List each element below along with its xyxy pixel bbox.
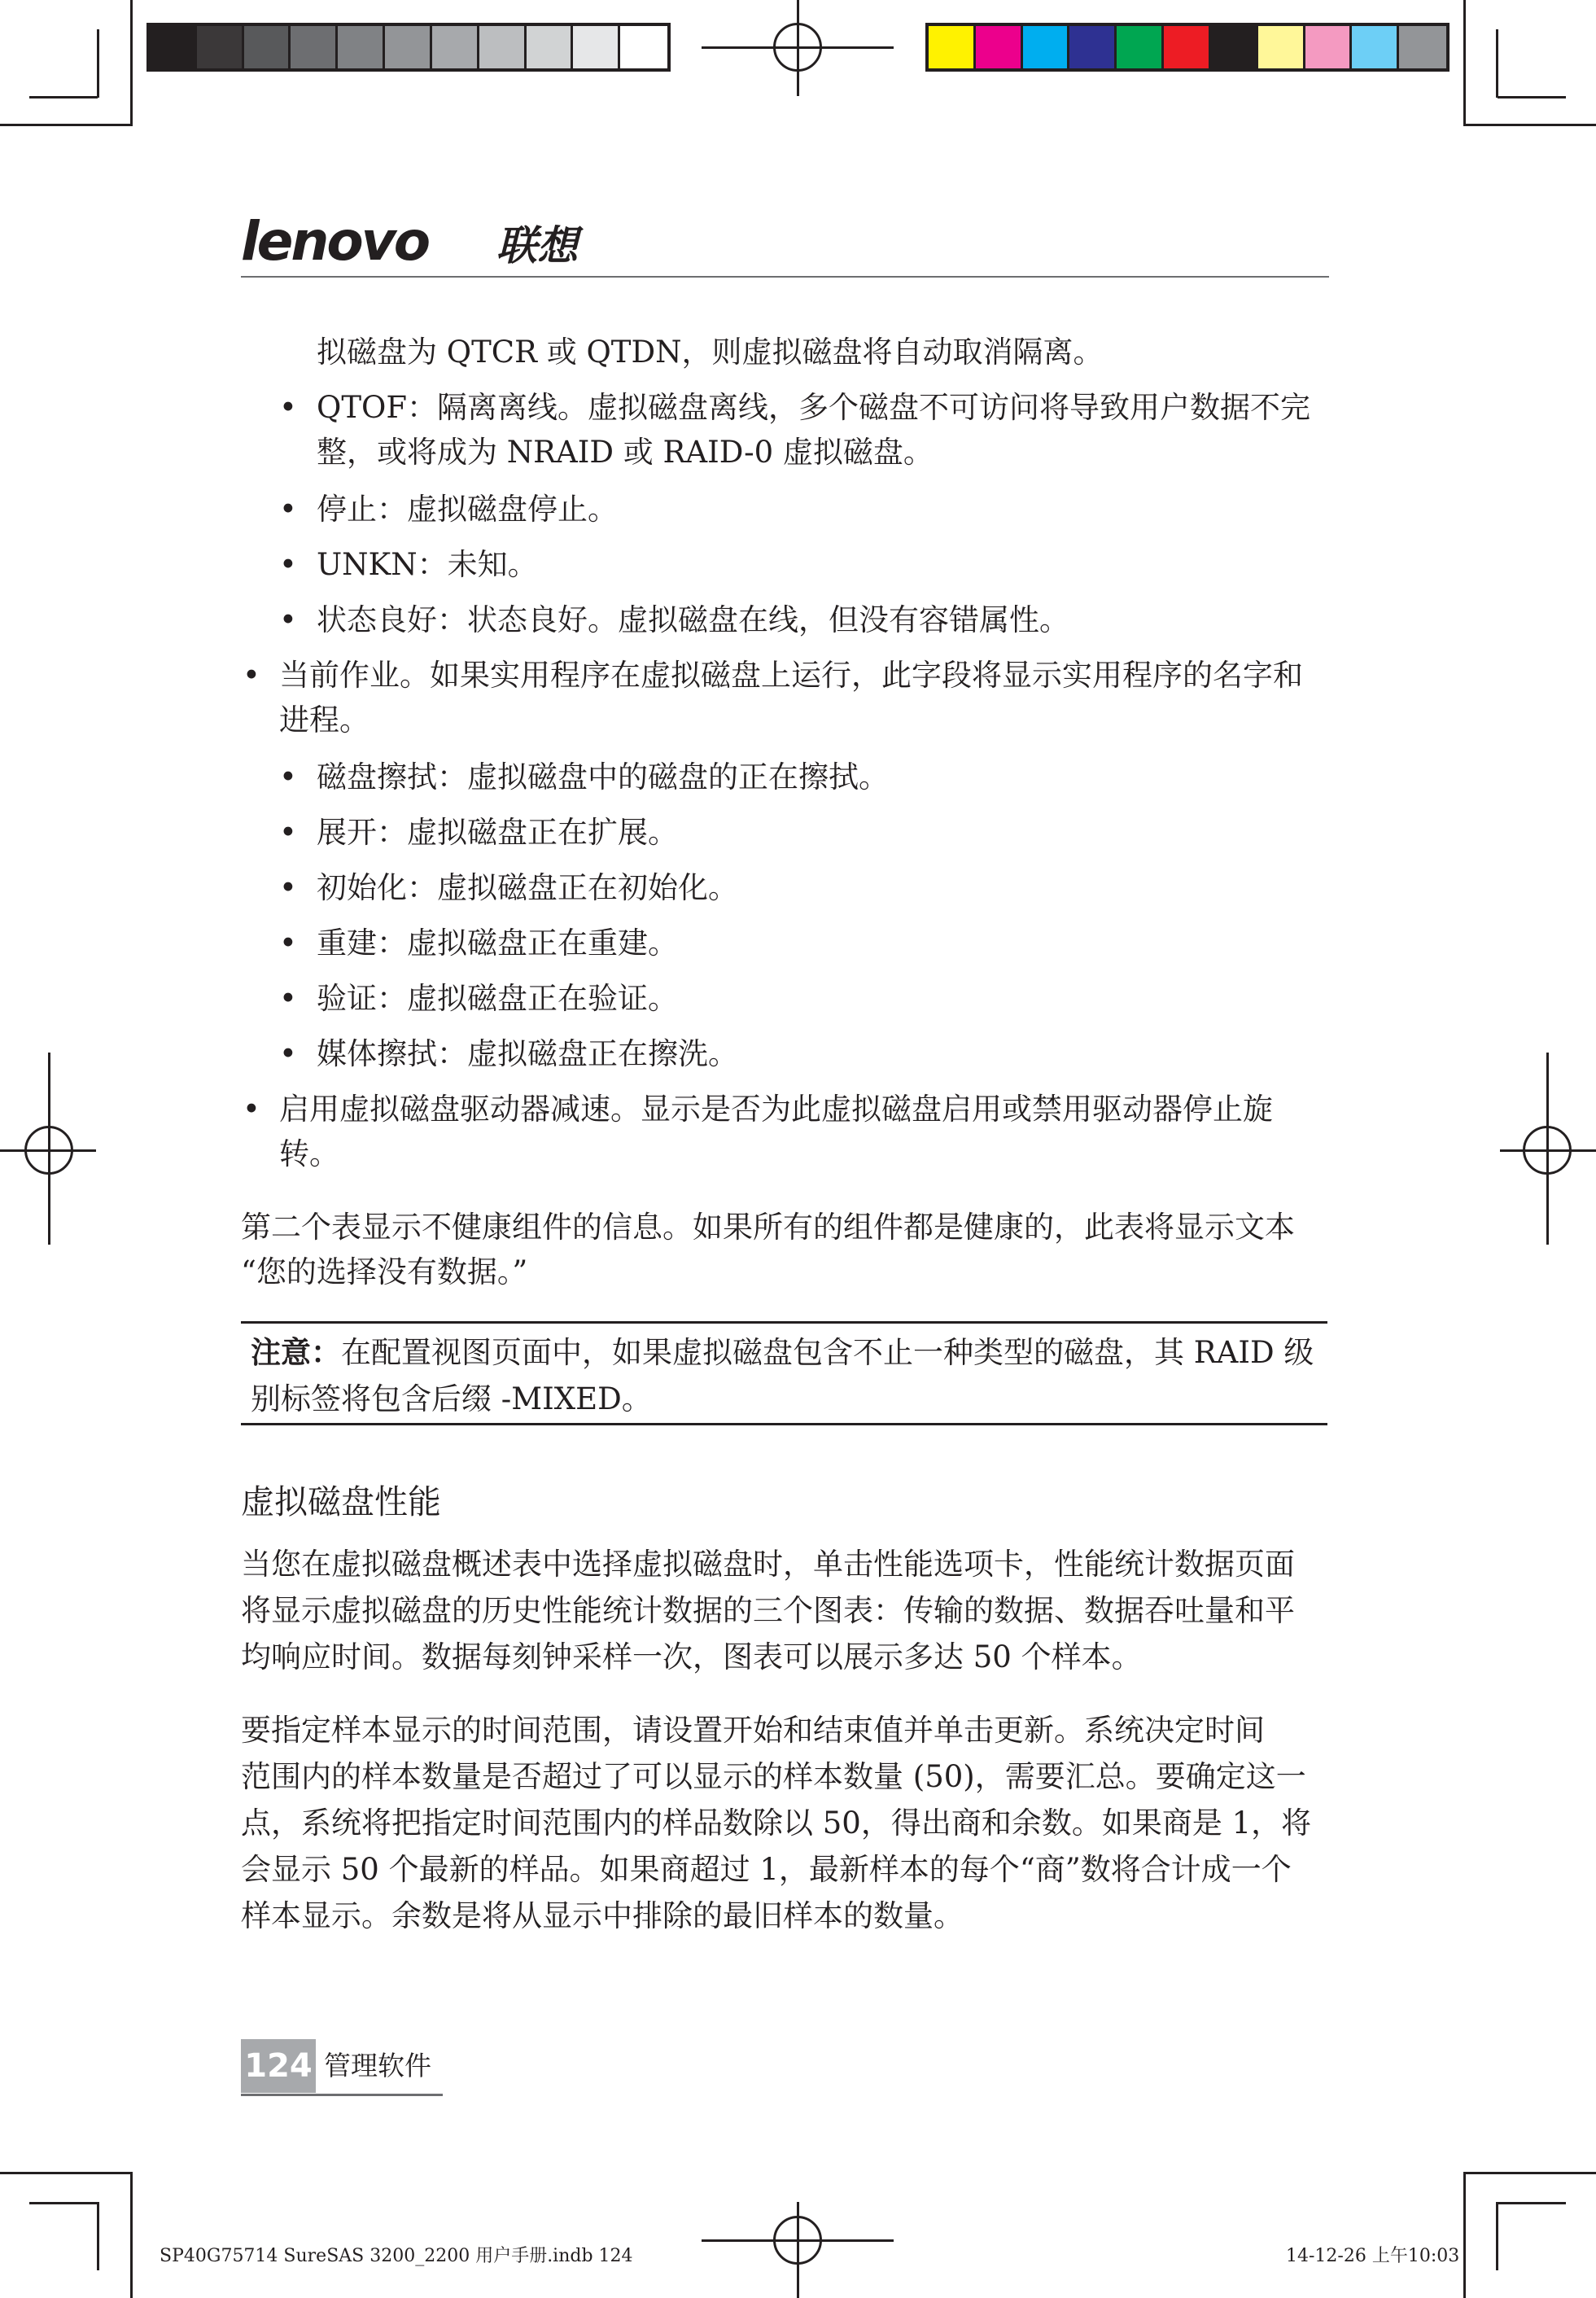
range-para-line-1: 要指定样本显示的时间范围，请设置开始和结束值并单击更新。系统决定时间 (241, 1713, 1265, 1748)
process-swatch (929, 26, 976, 68)
range-para-line-5: 样本显示。余数是将从显示中排除的最旧样本的数量。 (241, 1898, 964, 1933)
process-swatch (1352, 26, 1399, 68)
bullet-dot: • (279, 492, 297, 527)
page-footer-rule (241, 2094, 443, 2096)
bullet-dot: • (279, 1036, 297, 1071)
continued-line: 拟磁盘为 QTCR 或 QTDN，则虚拟磁盘将自动取消隔离。 (317, 335, 1104, 370)
crop-mark-top-left-v (97, 29, 99, 98)
crop-mark-top-left-h (29, 96, 98, 98)
range-para-line-3: 点，系统将把指定时间范围内的样品数除以 50，得出商和余数。如果商是 1，将 (241, 1806, 1312, 1841)
range-para-line-4: 会显示 50 个最新的样品。如果商超过 1，最新样本的每个“商”数将合计成一个 (241, 1852, 1292, 1887)
job-init: 初始化：虚拟磁盘正在初始化。 (317, 870, 738, 905)
registration-mark-left-v (48, 1053, 50, 1245)
bullet-dot: • (243, 1092, 260, 1127)
note-bottom-rule (241, 1423, 1327, 1425)
job-rebuild: 重建：虚拟磁盘正在重建。 (317, 926, 678, 961)
lenovo-logo-chinese: 联想 (496, 222, 578, 269)
crop-mark-top-left-v2 (130, 0, 133, 126)
grayscale-swatch (527, 26, 574, 68)
lenovo-logo: lenovo (241, 210, 429, 273)
perf-para-line-3: 均响应时间。数据每刻钟采样一次，图表可以展示多达 50 个样本。 (241, 1639, 1142, 1674)
range-para-line-2: 范围内的样本数量是否超过了可以显示的样本数量 (50)，需要汇总。要确定这一 (241, 1759, 1306, 1794)
bullet-dot: • (279, 547, 297, 582)
job-scrub-disk: 磁盘擦拭：虚拟磁盘中的磁盘的正在擦拭。 (317, 759, 889, 794)
crop-mark-bottom-right-v (1496, 2202, 1498, 2270)
perf-para-line-2: 将显示虚拟磁盘的历史性能统计数据的三个图表：传输的数据、数据吞吐量和平 (241, 1593, 1295, 1628)
job-media-scrub: 媒体擦拭：虚拟磁盘正在擦洗。 (317, 1036, 738, 1071)
crop-mark-bottom-right-v2 (1463, 2172, 1466, 2298)
qtof-line-1: QTOF：隔离离线。虚拟磁盘离线，多个磁盘不可访问将导致用户数据不完 (317, 390, 1311, 425)
current-job-line-1: 当前作业。如果实用程序在虚拟磁盘上运行，此字段将显示实用程序的名字和 (279, 658, 1303, 693)
process-swatch (1117, 26, 1164, 68)
bullet-dot: • (279, 870, 297, 905)
process-swatch (1211, 26, 1258, 68)
crop-mark-bottom-left-h2 (0, 2172, 130, 2174)
bullet-dot: • (279, 602, 297, 637)
bullet-dot: • (279, 981, 297, 1016)
note-top-rule (241, 1321, 1327, 1324)
spin-down-line-1: 启用虚拟磁盘驱动器减速。显示是否为此虚拟磁盘启用或禁用驱动器停止旋 (279, 1092, 1273, 1127)
crop-mark-bottom-right-h (1498, 2202, 1566, 2204)
crop-mark-bottom-left-v (97, 2202, 99, 2270)
crop-mark-top-right-v (1496, 29, 1498, 98)
process-swatch (1305, 26, 1353, 68)
registration-mark-right-v (1546, 1053, 1549, 1245)
crop-mark-bottom-right-h2 (1465, 2172, 1596, 2174)
crop-mark-bottom-left-h (29, 2202, 98, 2204)
status-unkn: UNKN：未知。 (317, 547, 538, 582)
note-line-2: 别标签将包含后缀 -MIXED。 (251, 1381, 652, 1416)
process-swatch (1069, 26, 1117, 68)
grayscale-swatch (197, 26, 244, 68)
process-swatch (976, 26, 1023, 68)
grayscale-swatch (291, 26, 338, 68)
page-section-label: 管理软件 (324, 2050, 431, 2081)
qtof-line-2: 整，或将成为 NRAID 或 RAID-0 虚拟磁盘。 (317, 435, 934, 470)
process-swatch (1399, 26, 1446, 68)
grayscale-color-bar (146, 23, 671, 72)
note-line-1 (251, 1329, 1314, 1376)
page-number: 124 (241, 2039, 316, 2093)
process-swatch (1023, 26, 1070, 68)
grayscale-swatch (150, 26, 197, 68)
table2-para-line-1: 第二个表显示不健康组件的信息。如果所有的组件都是健康的，此表将显示文本 (241, 1210, 1295, 1245)
registration-mark-bottom-v (797, 2202, 799, 2298)
section-title: 虚拟磁盘性能 (241, 1482, 441, 1521)
grayscale-swatch (244, 26, 291, 68)
perf-para-line-1: 当您在虚拟磁盘概述表中选择虚拟磁盘时，单击性能选项卡，性能统计数据页面 (241, 1547, 1295, 1582)
bullet-dot: • (279, 390, 297, 425)
process-swatch (1258, 26, 1305, 68)
note-label: 注意： (251, 1335, 341, 1370)
header-rule (241, 276, 1329, 278)
crop-mark-top-right-h (1498, 96, 1566, 98)
grayscale-swatch (385, 26, 432, 68)
process-swatch (1164, 26, 1211, 68)
crop-mark-top-right-h2 (1465, 124, 1596, 126)
grayscale-swatch (432, 26, 479, 68)
bullet-dot: • (243, 658, 260, 693)
grayscale-swatch (573, 26, 620, 68)
status-stop: 停止：虚拟磁盘停止。 (317, 492, 618, 527)
job-verify: 验证：虚拟磁盘正在验证。 (317, 981, 678, 1016)
bullet-dot: • (279, 815, 297, 850)
crop-mark-top-right-v2 (1463, 0, 1466, 126)
process-color-bar (925, 23, 1450, 72)
bullet-dot: • (279, 759, 297, 794)
grayscale-swatch (338, 26, 385, 68)
registration-mark-top-v (797, 0, 799, 96)
bullet-dot: • (279, 926, 297, 961)
table2-para-line-2: “您的选择没有数据。” (241, 1254, 528, 1289)
slug-file-info: SP40G75714 SureSAS 3200_2200 用户手册.indb 124 (160, 2246, 633, 2266)
crop-mark-top-left-h2 (0, 124, 130, 126)
note-text-1: 在配置视图页面中，如果虚拟磁盘包含不止一种类型的磁盘，其 RAID 级 (341, 1335, 1314, 1370)
grayscale-swatch (620, 26, 667, 68)
slug-timestamp: 14-12-26 上午10:03 (1286, 2246, 1460, 2266)
job-expand: 展开：虚拟磁盘正在扩展。 (317, 815, 678, 850)
crop-mark-bottom-left-v2 (130, 2172, 133, 2298)
spin-down-line-2: 转。 (279, 1136, 339, 1171)
grayscale-swatch (479, 26, 527, 68)
current-job-line-2: 进程。 (279, 703, 369, 738)
status-good: 状态良好：状态良好。虚拟磁盘在线，但没有容错属性。 (317, 602, 1069, 637)
